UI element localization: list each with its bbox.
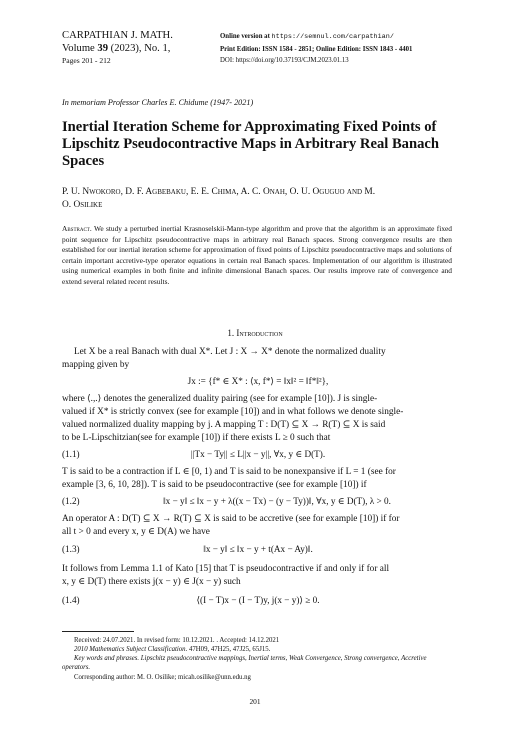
journal-meta: [220, 31, 412, 67]
equation-j: Jx := {f* ∈ X* : ⟨x, f*⟩ = ‖x‖² = ‖f*‖²},: [187, 376, 329, 386]
author-list: P. U. Nwokoro, D. F. Agbebaku, E. E. Chima, A. C. Onah, O. U. Oguguo and M. O. Osilike: [62, 187, 376, 210]
footnote-received: Received: 24.07.2021. In revised form: 10.12.2021. . Accepted: 14.12.2021: [74, 637, 280, 644]
journal-pages: Pages 201 - 212: [62, 56, 111, 65]
journal-name: CARPATHIAN J. MATH.: [62, 30, 173, 41]
footnote-rule: [62, 631, 134, 632]
footnote-keywords: Key words and phrases. Lipschitz pseudocontractive mappings, Inertial terms, Weak Convergence, Strong convergence, Accretive operators.: [62, 655, 427, 672]
equation-1-2: ‖x − y‖ ≤ ‖x − y + λ((x − Tx) − (y − Ty))‖, ∀x, y ∈ D(T), λ > 0.: [163, 496, 391, 506]
online-version: Online version at https://semnul.com/carpathian/: [220, 33, 394, 41]
equation-number: (1.2): [62, 496, 80, 506]
intro-line: mapping given by: [62, 360, 130, 370]
intro-line: valued if X* is strictly convex (see for example [10]) and in what follows we denote single-: [62, 407, 404, 417]
equation-number: (1.1): [62, 449, 80, 459]
journal-header: [62, 30, 173, 68]
footnote-msc: 2010 Mathematics Subject Classification. 47H09, 47H25, 47J25, 65J15.: [74, 646, 271, 653]
equation-number: (1.4): [62, 595, 80, 605]
journal-volume: Volume 39 (2023), No. 1,: [62, 42, 171, 54]
memoriam-line: In memoriam Professor Charles E. Chidume (1947- 2021): [62, 98, 254, 107]
intro-line: example [3, 6, 10, 28]). T is said to be pseudocontractive (see for example [10]) if: [62, 480, 367, 490]
abstract-label: Abstract.: [62, 224, 92, 233]
equation-number: (1.3): [62, 544, 80, 554]
intro-line: where ⟨.,.⟩ denotes the generalized duality pairing (see for example [10]). J is single-: [62, 394, 378, 404]
intro-line: to be L-Lipschitzian(see for example [10]) if there exists L ≥ 0 such that: [62, 433, 331, 443]
intro-line: x, y ∈ D(T) there exists j(x − y) ∈ J(x − y) such: [62, 577, 241, 587]
paper-title: Inertial Iteration Scheme for Approximating Fixed Points of Lipschitz Pseudocontractive Maps in Arbitrary Real Banach Spaces: [62, 119, 439, 169]
abstract: [62, 224, 452, 288]
page-number: 201: [249, 697, 261, 706]
intro-line: T is said to be a contraction if L ∈ [0, 1) and T is said to be nonexpansive if L = 1 (see for: [62, 467, 396, 477]
doi[interactable]: DOI: https://doi.org/10.37193/CJM.2023.01.13: [220, 57, 349, 64]
footnote-corresponding: Corresponding author: M. O. Osilike; micah.osilike@unn.edu.ng: [74, 674, 251, 681]
equation-1-3: ‖x − y‖ ≤ ‖x − y + t(Ax − Ay)‖.: [203, 544, 313, 554]
equation-1-1: ||Tx − Ty|| ≤ L||x − y||, ∀x, y ∈ D(T).: [190, 449, 326, 459]
intro-line: An operator A : D(T) ⊆ X → R(T) ⊆ X is said to be accretive (see for example [10]) if for: [62, 514, 400, 524]
intro-line: Let X be a real Banach with dual X*. Let J : X → X* denote the normalized duality: [74, 347, 386, 357]
intro-line: valued normalized duality mapping by j. A mapping T : D(T) ⊆ X → R(T) ⊆ X is said: [62, 420, 386, 430]
online-url[interactable]: https://semnul.com/carpathian/: [271, 33, 394, 41]
intro-line: all t > 0 and every x, y ∈ D(A) we have: [62, 527, 210, 537]
section-heading: 1. Introduction: [227, 328, 283, 338]
abstract-text: We study a perturbed inertial Krasnoselskii-Mann-type algorithm and prove that the algorithm is an approximate fixed point sequence for Lipschitz pseudocontractive maps in arbitrary real Banach spaces. Strong convergence results are then established for our inertial iteration scheme for approximation of fixed points of Lipschitz pseudocontractive maps and solutions of certain important accretive-type operator equations in certain real Banach spaces. Implementation of our algorithm is illustrated using numerical examples in both finite and infinite dimensional Banach spaces. Our results improve rate of convergence and extend several related recent results.: [62, 224, 452, 286]
issn: Print Edition: ISSN 1584 - 2851; Online Edition: ISSN 1843 - 4401: [220, 45, 413, 53]
equation-1-4: ⟨(I − T)x − (I − T)y, j(x − y)⟩ ≥ 0.: [196, 595, 320, 605]
intro-line: It follows from Lemma 1.1 of Kato [15] that T is pseudocontractive if and only if for all: [62, 564, 390, 574]
